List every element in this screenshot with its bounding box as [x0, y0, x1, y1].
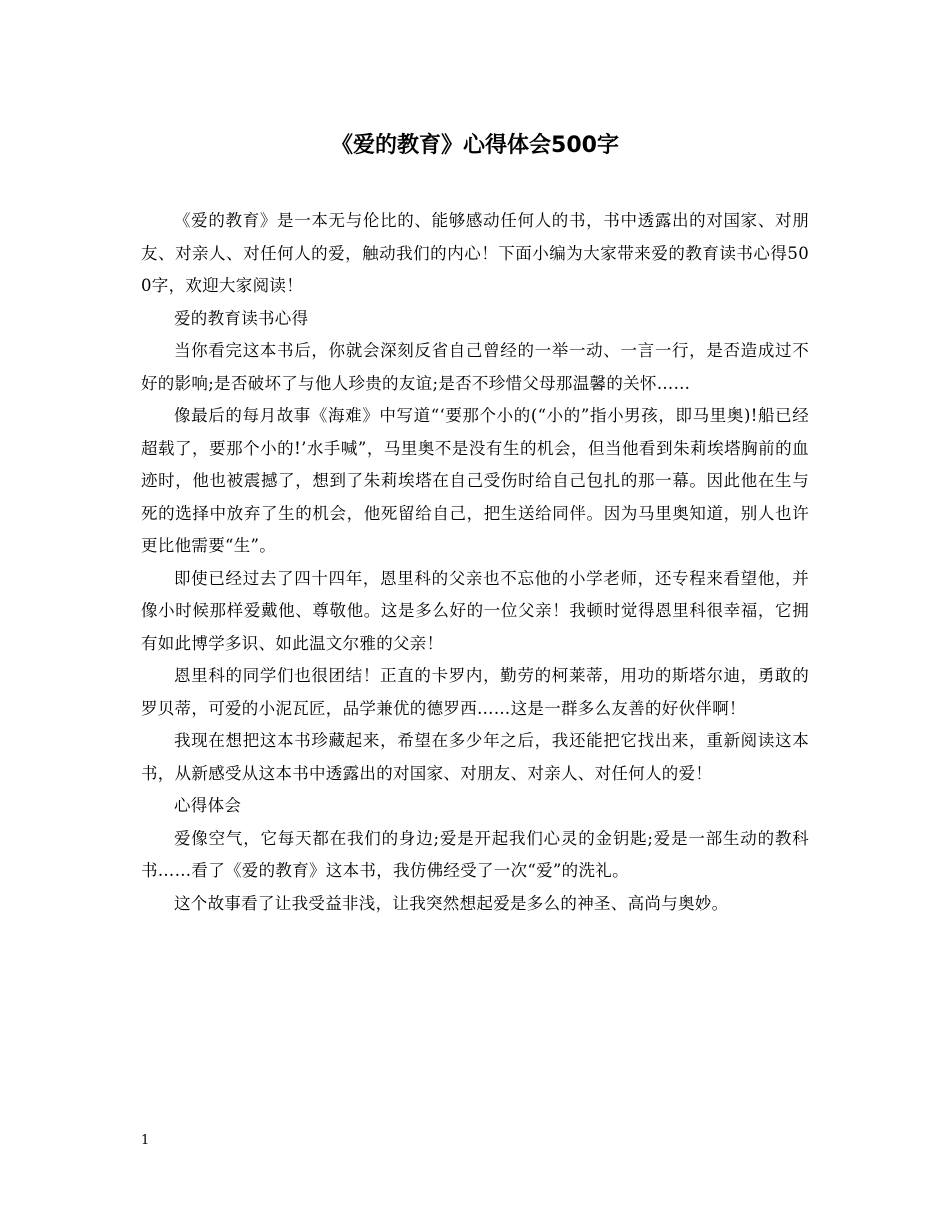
- section-heading-reflections: 心得体会: [174, 796, 242, 815]
- paragraph: 即使已经过去了四十四年，恩里科的父亲也不忘他的小学老师，还专程来看望他，并像小时候那样爱戴他、尊敬他。这是多么好的一位父亲！我顿时觉得恩里科很幸福，它拥有如此博学多识、如此温文尔雅的父亲！: [141, 568, 809, 653]
- paragraph: 爱像空气，它每天都在我们的身边;爱是开起我们心灵的金钥匙;爱是一部生动的教科书……看了《爱的教育》这本书，我仿佛经受了一次“爱”的洗礼。: [141, 828, 809, 880]
- paragraph: 这个故事看了让我受益非浅，让我突然想起爱是多么的神圣、高尚与奥妙。: [174, 893, 729, 913]
- document-body: [141, 205, 809, 920]
- section-heading-reading-notes: 爱的教育读书心得: [174, 308, 309, 328]
- paragraph: 像最后的每月故事《海难》中写道“‘要那个小的(“小的”指小男孩，即马里奥)!船已经超载了，要那个小的!’水手喊”，马里奥不是没有生的机会，但当他看到朱莉埃塔胸前的血迹时，他也被震撼了，想到了朱莉埃塔在自己受伤时给自己包扎的那一幕。因此他在生与死的选择中放弃了生的机会，他死留给自己，把生送给同伴。因为马里奥知道，别人也许更比他需要“生”。: [141, 406, 809, 555]
- page-number: 1: [141, 1133, 150, 1148]
- paragraph: 当你看完这本书后，你就会深刻反省自己曾经的一举一动、一言一行，是否造成过不好的影响;是否破坏了与他人珍贵的友谊;是否不珍惜父母那温馨的关怀……: [141, 341, 809, 393]
- paragraph: 我现在想把这本书珍藏起来，希望在多少年之后，我还能把它找出来，重新阅读这本书，从新感受从这本书中透露出的对国家、对朋友、对亲人、对任何人的爱！: [141, 731, 809, 783]
- paragraph: 恩里科的同学们也很团结！正直的卡罗内，勤劳的柯莱蒂，用功的斯塔尔迪，勇敢的罗贝蒂，可爱的小泥瓦匠，品学兼优的德罗西……这是一群多么友善的好伙伴啊！: [141, 666, 809, 718]
- paragraph-intro: 《爱的教育》是一本无与伦比的、能够感动任何人的书，书中透露出的对国家、对朋友、对亲人、对任何人的爱，触动我们的内心！下面小编为大家带来爱的教育读书心得500字，欢迎大家阅读！: [141, 211, 809, 295]
- document-title: 《爱的教育》心得体会500字: [331, 133, 619, 158]
